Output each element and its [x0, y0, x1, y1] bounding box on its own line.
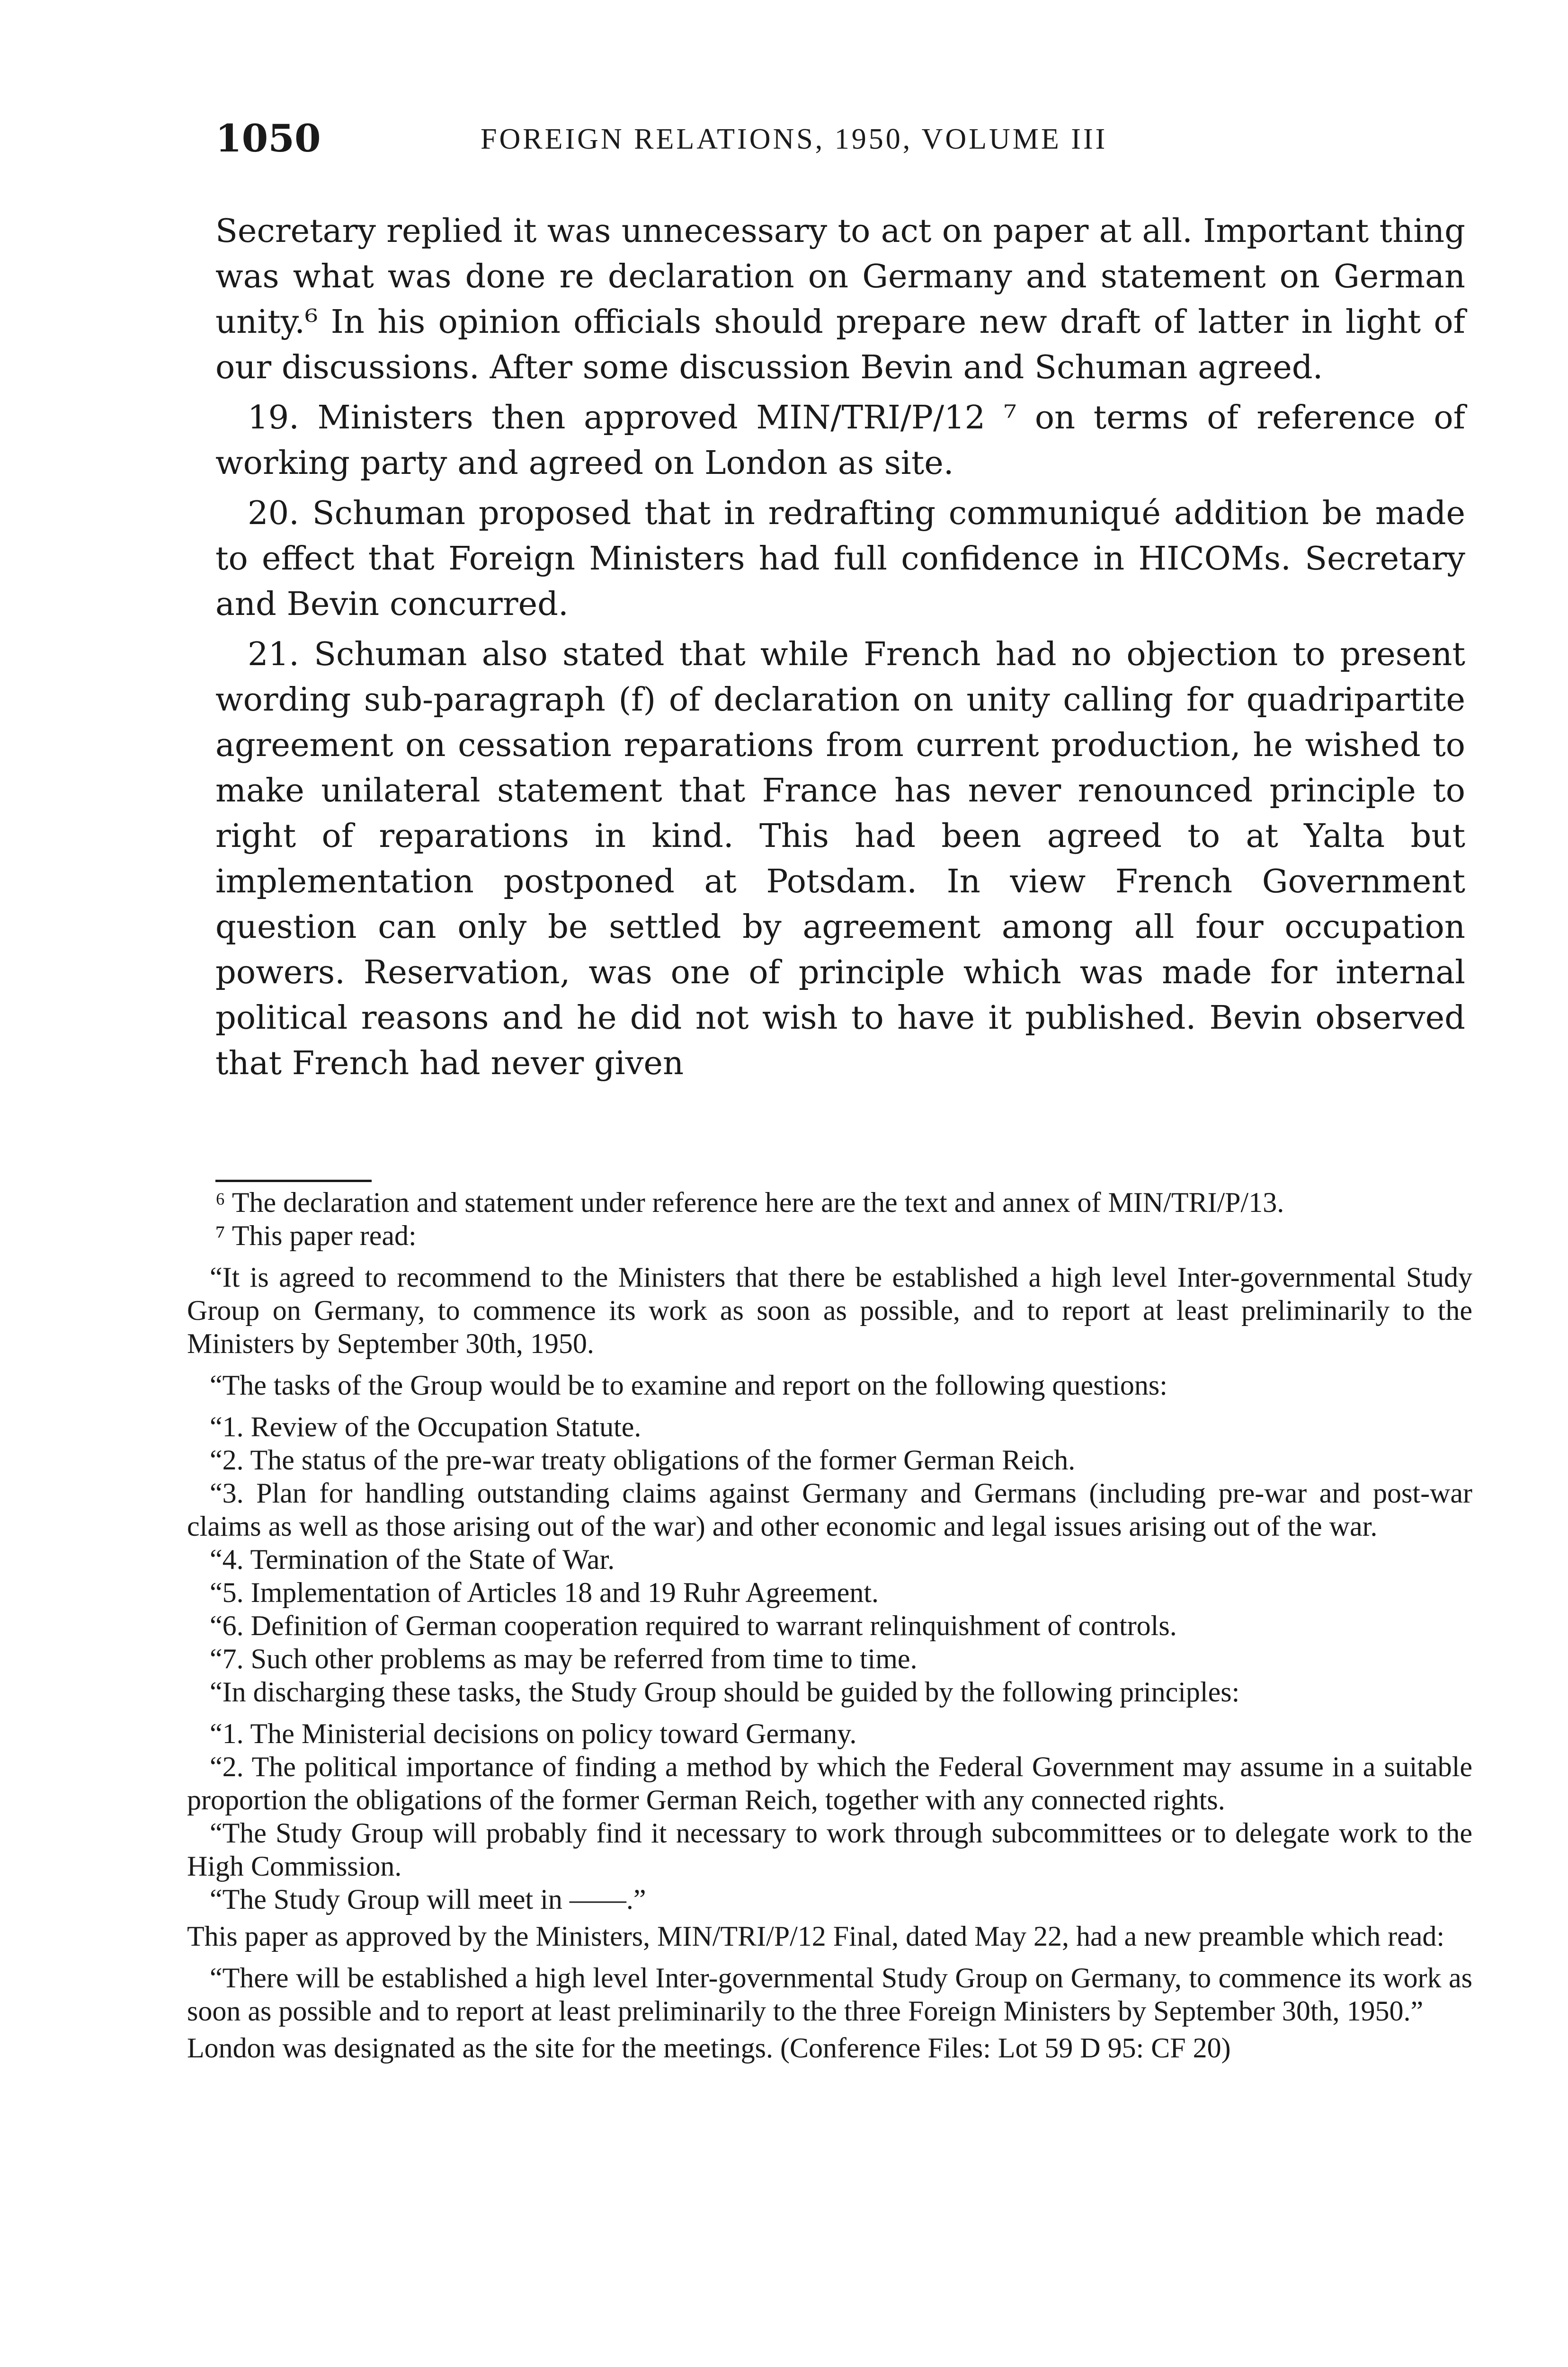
page-number: 1050 — [215, 116, 321, 160]
principle-item: “2. The political importance of finding a method by which the Federal Government may assume in a suitable proportion the obligations of the former German Reich, together with any connected rights. — [187, 1751, 1472, 1815]
task-item: “5. Implementation of Articles 18 and 19 Ruhr Agreement. — [210, 1577, 879, 1608]
task-item: “1. Review of the Occupation Statute. — [210, 1411, 641, 1442]
quote-subcommittees: “The Study Group will probably find it necessary to work through subcommittees or to delegate work to the High Commission. — [187, 1817, 1472, 1882]
task-item: “2. The status of the pre-war treaty obligations of the former German Reich. — [210, 1444, 1076, 1476]
quote-principles: “In discharging these tasks, the Study Group should be guided by the following principles: — [210, 1676, 1240, 1708]
footnotes — [187, 1186, 1472, 2064]
paragraph-continued: Secretary replied it was unnecessary to act on paper at all. Important thing was what was done re declaration on Germany and statement on German unity.⁶ In his opinion officials should prepare new draft of latter in light of our discussions. After some discussion Bevin and Schuman agreed. — [215, 212, 1465, 386]
task-item: “6. Definition of German cooperation required to warrant relinquishment of controls. — [210, 1610, 1177, 1641]
paragraph-21: 21. Schuman also stated that while French had no objection to present wording sub-paragraph (f) of declaration on unity calling for quadripartite agreement on cessation reparations from current production, he wished to make unilateral statement that France has never renounced principle to right of reparations in kind. This had been agreed to at Yalta but implementation postponed at Potsdam. In view French Government question can only be settled by agreement among all four occupation powers. Reservation, was one of principle which was made for internal political reasons and he did not wish to have it published. Bevin observed that French had never given — [215, 635, 1465, 1082]
principle-item: “1. The Ministerial decisions on policy toward Germany. — [210, 1718, 857, 1749]
quote-meet: “The Study Group will meet in ——.” — [210, 1884, 646, 1915]
paragraph-19: 19. Ministers then approved MIN/TRI/P/12 ⁷ on terms of reference of working party and agreed on London as site. — [215, 399, 1465, 482]
footnote-6: ⁶ The declaration and statement under reference here are the text and annex of MIN/TRI/P/13. — [215, 1187, 1284, 1218]
quote-tasks: “The tasks of the Group would be to examine and report on the following questions: — [210, 1370, 1167, 1401]
task-item: “7. Such other problems as may be referred from time to time. — [210, 1643, 918, 1674]
main-text — [215, 208, 1465, 1086]
task-item: “3. Plan for handling outstanding claims against Germany and Germans (including pre-war and post-war claims as well as those arising out of the war) and other economic and legal issues arising out of the war. — [187, 1477, 1472, 1542]
footnote-rule — [215, 1180, 372, 1182]
preamble-quote: “There will be established a high level Inter-governmental Study Group on Germany, to commence its work as soon as possible and to report at least preliminarily to the three Foreign Ministers by September 30th, 1950.” — [187, 1962, 1472, 2027]
running-head: FOREIGN RELATIONS, 1950, VOLUME III — [481, 123, 1108, 155]
footnote-7: ⁷ This paper read: — [215, 1220, 417, 1251]
approved-note: This paper as approved by the Ministers, MIN/TRI/P/12 Final, dated May 22, had a new preamble which read: — [187, 1921, 1445, 1952]
london-note: London was designated as the site for the meetings. (Conference Files: Lot 59 D 95: CF 20) — [187, 2032, 1231, 2064]
task-item: “4. Termination of the State of War. — [210, 1544, 615, 1575]
page-header — [215, 116, 1465, 182]
paragraph-20: 20. Schuman proposed that in redrafting communiqué addition be made to effect that Foreign Ministers had full confidence in HICOMs. Secretary and Bevin concurred. — [215, 494, 1465, 623]
quote-intro: “It is agreed to recommend to the Ministers that there be established a high level Inter-governmental Study Group on Germany, to commence its work as soon as possible, and to report at least preliminarily to the Ministers by September 30th, 1950. — [187, 1262, 1472, 1359]
